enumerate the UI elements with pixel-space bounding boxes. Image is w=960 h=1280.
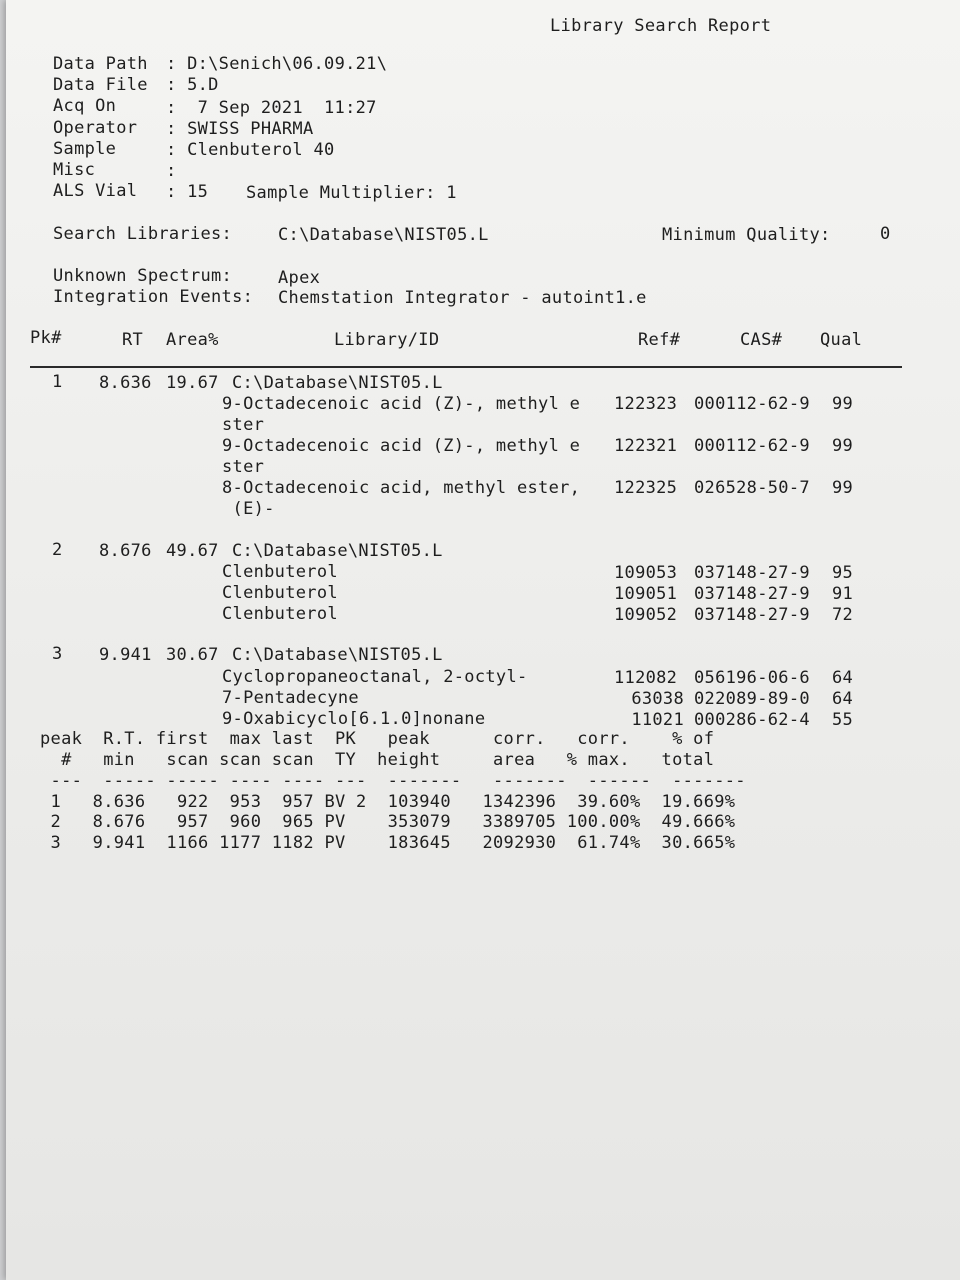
col-ref: Ref#: [638, 330, 681, 350]
hit-ref: 11021: [631, 710, 684, 730]
col-cas: CAS#: [740, 330, 783, 350]
misc-label: Misc: [53, 160, 96, 180]
hit-qual: 95: [832, 563, 854, 583]
hit-cas: 000286-62-4: [694, 710, 810, 730]
hit-name: 8-Octadecenoic acid, methyl ester,: [222, 478, 581, 498]
hit-qual: 64: [832, 689, 854, 709]
hit-name-cont: (E)-: [222, 499, 275, 519]
sample-multiplier-label: Sample Multiplier:: [246, 183, 436, 203]
peak-area: 49.67: [166, 541, 219, 561]
table-row: 2 8.676 957 960 965 PV 353079 3389705 100.00% 49.666%: [40, 812, 736, 832]
hit-qual: 99: [832, 394, 854, 414]
hit-name: Clenbuterol: [222, 604, 338, 624]
peak-area: 30.67: [166, 645, 219, 665]
search-libraries-value: C:\Database\NIST05.L: [278, 225, 489, 245]
report-page: Library Search Report Data Path : D:\Senich\06.09.21\ Data File : 5.D Acq On : 7 Sep 2021 11:27 Operator : SWISS PHARMA Sample : Clenbuterol 40 Misc : ALS Vial : 15 Sample Multiplier: 1 Search Libraries: C:\Database\NIST05.L Minimum Quality: 0 Unknown Spectrum: Apex Integration Events: Chemstation Integrator - autoint1.e Pk# RT Area% Library/ID Ref# CAS# Qual 1 8.636 19.67 C:\Database\NIST05.L 9-Octadecenoic acid (Z)-, methyl e 122323 000112-62-9 99 ster 9-Octadecenoic acid (Z)-, methyl e 122321 000112-62-9 99 ster 8-Octadecenoic acid, methyl ester, 122325 026528-50-7 99 (E)- 2 8.676 49.67 C:\Database\NIST05.L Clenbuterol 109053 037148-27-9 95 Clenbuterol 109051 037148-27-9 91 Clenbuterol 109052 037148-27-9 72 3 9.941 30.67 C:\Database\NIST05.L Cyclopropaneoctanal, 2-octyl- 112082 056196-06-6 64 7-Pentadecyne 63038 022089-89-0 64 9-Oxabicyclo[6.1.0]nonane 11021 000286-62-4 55 peak R.T. first max last PK peak corr. corr. % of # min scan scan scan TY height area % max. total --- ----- ----- ---- ---- --- ------- ------- ------ ------- 1 8.636 922 953 957 BV 2 103940 1342396 39.60% 19.669% 2 8.676 957 960 965 PV 353079 3389705 100.00% 49.666% 3 9.941 1166 1177 1182 PV 183645 2092930 61.74% 30.665%: [6, 0, 960, 1280]
hit-ref: 109053: [614, 563, 678, 583]
peak-number: 2: [52, 540, 63, 560]
hit-qual: 55: [832, 710, 854, 730]
hit-cas: 056196-06-6: [694, 668, 810, 688]
hit-name: 9-Oxabicyclo[6.1.0]nonane: [222, 709, 486, 729]
hit-cas: 000112-62-9: [694, 394, 810, 414]
hit-name: 7-Pentadecyne: [222, 688, 359, 708]
peak-library: C:\Database\NIST05.L: [232, 373, 443, 393]
data-path-value: D:\Senich\06.09.21\: [187, 54, 388, 74]
hit-ref: 122323: [614, 394, 678, 414]
col-qual: Qual: [820, 330, 863, 350]
hit-cas: 000112-62-9: [694, 436, 810, 456]
hit-name: Clenbuterol: [222, 583, 338, 603]
hit-ref: 109052: [614, 605, 678, 625]
hit-name-cont: ster: [222, 457, 265, 477]
acq-on-label: Acq On: [53, 96, 117, 116]
hit-qual: 72: [832, 605, 854, 625]
hit-ref: 122325: [614, 478, 678, 498]
peak-rt: 8.636: [99, 373, 152, 393]
peak-library: C:\Database\NIST05.L: [232, 541, 443, 561]
hit-cas: 026528-50-7: [694, 478, 810, 498]
hit-ref: 122321: [614, 436, 678, 456]
operator-value: SWISS PHARMA: [187, 119, 314, 139]
search-libraries-label: Search Libraries:: [53, 224, 233, 244]
peak-library: C:\Database\NIST05.L: [232, 645, 443, 665]
hit-qual: 64: [832, 668, 854, 688]
unknown-spectrum-value: Apex: [278, 268, 321, 288]
peak-area: 19.67: [166, 373, 219, 393]
peak-number: 3: [52, 644, 63, 664]
hit-name: 9-Octadecenoic acid (Z)-, methyl e: [222, 394, 581, 414]
integration-events-value: Chemstation Integrator - autoint1.e: [278, 288, 647, 308]
acq-on-value: 7 Sep 2021 11:27: [197, 98, 377, 118]
als-vial-value: 15: [187, 182, 209, 202]
hit-name: Cyclopropaneoctanal, 2-octyl-: [222, 667, 528, 687]
hit-name-cont: ster: [222, 415, 265, 435]
table-row: 3 9.941 1166 1177 1182 PV 183645 2092930 61.74% 30.665%: [40, 833, 736, 853]
sample-value: Clenbuterol 40: [187, 140, 335, 160]
hit-qual: 99: [832, 436, 854, 456]
hit-cas: 037148-27-9: [694, 605, 810, 625]
data-path-label: Data Path: [53, 54, 148, 74]
hit-ref: 112082: [614, 668, 678, 688]
operator-label: Operator: [53, 118, 138, 138]
hit-qual: 91: [832, 584, 854, 604]
peak-rt: 9.941: [99, 645, 152, 665]
hit-qual: 99: [832, 478, 854, 498]
col-area: Area%: [166, 330, 219, 350]
data-file-value: 5.D: [187, 75, 219, 95]
header-rule: [30, 366, 902, 368]
integration-events-label: Integration Events:: [53, 287, 254, 307]
sample-label: Sample: [53, 139, 117, 159]
peak-rt: 8.676: [99, 541, 152, 561]
hit-ref: 109051: [614, 584, 678, 604]
data-file-label: Data File: [53, 75, 148, 95]
col-pk: Pk#: [30, 328, 62, 348]
hit-cas: 022089-89-0: [694, 689, 810, 709]
col-library: Library/ID: [334, 330, 440, 350]
als-vial-label: ALS Vial: [53, 181, 138, 201]
col-rt: RT: [122, 330, 144, 350]
hit-name: Clenbuterol: [222, 562, 338, 582]
hit-cas: 037148-27-9: [694, 563, 810, 583]
hit-ref: 63038: [631, 689, 684, 709]
sample-multiplier-value: 1: [446, 183, 457, 203]
table-row: 1 8.636 922 953 957 BV 2 103940 1342396 39.60% 19.669%: [40, 792, 736, 812]
hit-cas: 037148-27-9: [694, 584, 810, 604]
unknown-spectrum-label: Unknown Spectrum:: [53, 266, 233, 286]
table-header-dashes: --- ----- ----- ---- ---- --- ------- ------- ------ -------: [40, 771, 746, 791]
peak-number: 1: [52, 372, 63, 392]
report-title: Library Search Report: [550, 16, 772, 36]
table-header-line1: peak R.T. first max last PK peak corr. corr. % of: [40, 729, 715, 749]
min-quality-value: 0: [880, 224, 891, 244]
table-header-line2: # min scan scan scan TY height area % max. total: [40, 750, 715, 770]
min-quality-label: Minimum Quality:: [662, 225, 831, 245]
hit-name: 9-Octadecenoic acid (Z)-, methyl e: [222, 436, 581, 456]
